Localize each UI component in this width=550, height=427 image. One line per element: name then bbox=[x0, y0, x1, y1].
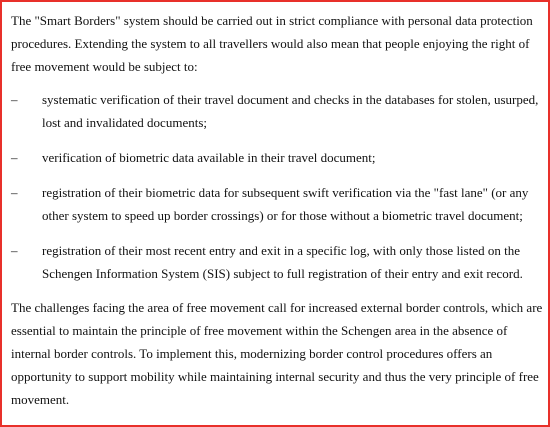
requirements-list bbox=[11, 88, 543, 285]
list-item bbox=[11, 181, 543, 227]
document-body bbox=[11, 9, 543, 411]
list-item bbox=[11, 239, 543, 285]
intro-paragraph: The "Smart Borders" system should be carried out in strict compliance with personal data protection procedures. Extending the system to all travellers would also mean that people enjoying the right of free movement would be subject to: bbox=[11, 13, 533, 74]
list-item-text: registration of their most recent entry and exit in a specific log, with only those listed on the Schengen Information System (SIS) subject to full registration of their entry and exit record. bbox=[42, 243, 523, 281]
dash-marker: – bbox=[11, 92, 18, 107]
dash-marker: – bbox=[11, 185, 18, 200]
list-item-text: verification of biometric data available in their travel document; bbox=[42, 150, 376, 165]
dash-marker: – bbox=[11, 243, 18, 258]
list-item bbox=[11, 88, 543, 134]
dash-marker: – bbox=[11, 150, 18, 165]
list-item-text: registration of their biometric data for subsequent swift verification via the "fast lane" (or any other system to speed up border crossings) or for those without a biometric travel document; bbox=[42, 185, 529, 223]
list-item bbox=[11, 146, 543, 169]
list-item-text: systematic verification of their travel document and checks in the databases for stolen, usurped, lost and invalidated documents; bbox=[42, 92, 539, 130]
conclusion-paragraph: The challenges facing the area of free movement call for increased external border controls, which are essential to maintain the principle of free movement within the Schengen area in the absence of internal border controls. To implement this, modernizing border control procedures offers an opportunity to support mobility while maintaining internal security and thus the very principle of free movement. bbox=[11, 300, 543, 407]
